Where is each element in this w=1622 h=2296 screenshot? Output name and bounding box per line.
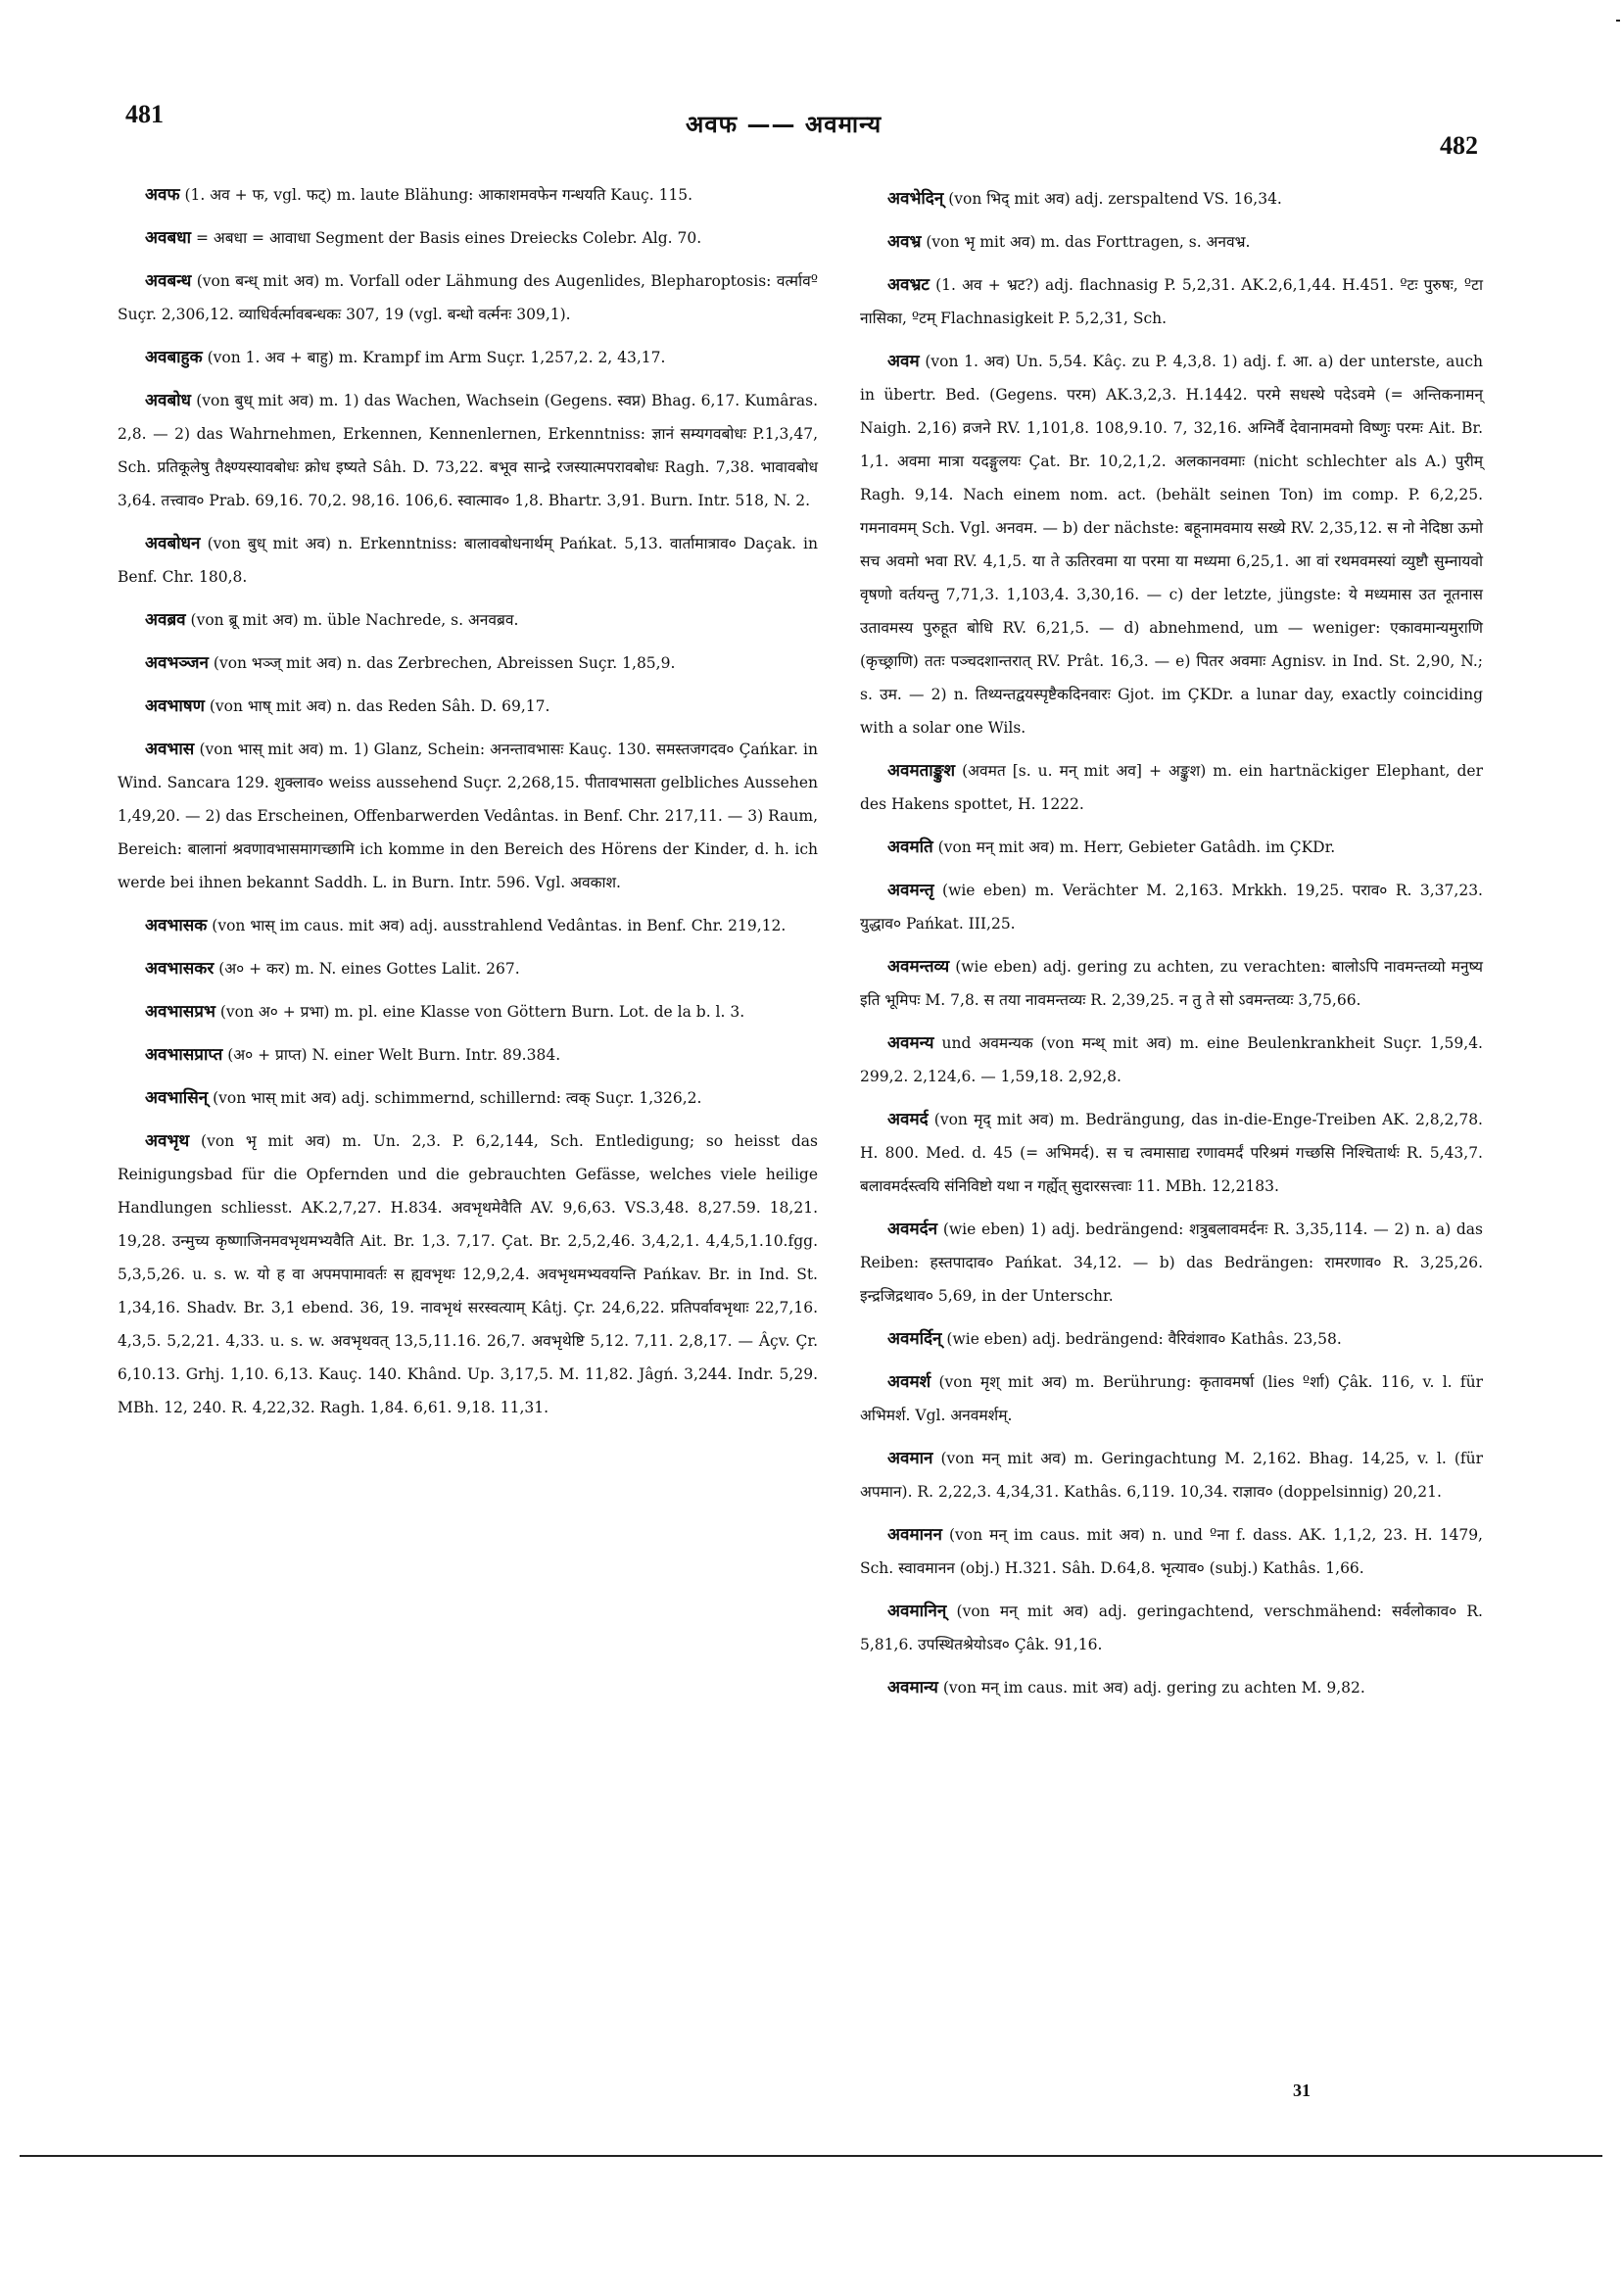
entry-text: (von 1. अव + बाहु) m. Krampf im Arm Suçr. 1,257,2. 2, 43,17. (207, 349, 666, 366)
dictionary-entry (118, 1038, 818, 1072)
dictionary-entry (118, 1081, 818, 1115)
dictionary-entry (860, 1442, 1483, 1508)
left-column (118, 178, 818, 1434)
entry-headword: अवमान (887, 1449, 933, 1468)
dictionary-entry (860, 831, 1483, 864)
dictionary-entry (860, 1027, 1483, 1093)
entry-text: (von मन् mit अव) m. Geringachtung M. 2,162. Bhag. 14,25, v. l. (für अपमान). R. 2,22,3. 4,34,31. Kathâs. 6,119. 10,34. राज्ञाव० (doppelsinnig) 20,21. (860, 1450, 1483, 1501)
dictionary-entry (118, 341, 818, 374)
entry-headword: अवमर्श (887, 1372, 931, 1392)
entry-headword: अवभञ्जन (145, 653, 209, 673)
entry-text: (von भास् mit अव) adj. schimmernd, schillernd: त्वक् Suçr. 1,326,2. (213, 1089, 702, 1107)
margin-tick (1616, 20, 1620, 22)
bottom-rule (20, 2155, 1602, 2157)
entry-text: (von भृ mit अव) m. das Forttragen, s. अनवभ्र. (926, 233, 1251, 251)
dictionary-entry (118, 178, 818, 212)
dictionary-entry (860, 1103, 1483, 1203)
entry-text: (von भिद् mit अव) adj. zerspaltend VS. 16,34. (948, 190, 1282, 208)
dictionary-entry (118, 384, 818, 517)
entry-text: (1. अव + फ, vgl. फट्) m. laute Blähung: आकाशमवफेन गन्धयति Kauç. 115. (184, 186, 693, 204)
dictionary-entry (118, 221, 818, 255)
entry-headword: अवमर्दिन् (887, 1329, 942, 1349)
entry-headword: अवफ (145, 185, 180, 205)
entry-headword: अवमर्दन (887, 1220, 938, 1239)
dictionary-entry (860, 225, 1483, 259)
dictionary-entry (860, 1213, 1483, 1313)
entry-text: (von भास् mit अव) m. 1) Glanz, Schein: अनन्तावभासः Kauç. 130. समस्तजगदव० Çańkar. in Wind. Sancara 129. शुक्लाव० weiss aussehend Suçr. 2,268,15. पीतावभासता gelbliches Aussehen 1,49,20. — 2) das Erscheinen, Offenbarwerden Vedântas. in Benf. Chr. 217,11. — 3) Raum, Bereich: बालानां श्रवणावभासमागच्छामि ich komme in den Bereich des Hörens der Kinder, d. h. ich werde bei ihnen bekannt Saddh. L. in Burn. Intr. 596. Vgl. अवकाश. (118, 741, 818, 891)
entry-headword: अवमन्तृ (887, 881, 934, 900)
entry-headword: अवभासिन् (145, 1088, 209, 1108)
dictionary-entry (118, 690, 818, 723)
entry-headword: अवमताङ्कुश (887, 761, 956, 781)
entry-text: (अ० + कर) m. N. eines Gottes Lalit. 267. (218, 960, 520, 978)
entry-headword: अवमानन (887, 1525, 942, 1545)
dictionary-entry (118, 909, 818, 942)
page-number-left: 481 (125, 100, 164, 128)
entry-headword: अवभास (145, 740, 195, 759)
signature-mark: 31 (1293, 2081, 1311, 2100)
entry-text: (von ब्रू mit अव) m. üble Nachrede, s. अनवब्रव. (190, 611, 519, 629)
entry-text: (von मन् im caus. mit अव) adj. gering zu achten M. 9,82. (942, 1679, 1365, 1697)
dictionary-entry (118, 264, 818, 331)
entry-headword: अवबोधन (145, 534, 201, 553)
entry-text: (wie eben) m. Verächter M. 2,163. Mrkkh. 19,25. पराव० R. 3,37,23. युद्धाव० Pańkat. III,25. (860, 882, 1483, 933)
dictionary-entry (118, 1124, 818, 1424)
entry-headword: अवमन्य (887, 1033, 934, 1053)
entry-text: (von बुध् mit अव) m. 1) das Wachen, Wachsein (Gegens. स्वप्न) Bhag. 6,17. Kumâras. 2,8. — 2) das Wahrnehmen, Erkennen, Kennenlernen, Erkenntniss: ज्ञानं सम्यगवबोधः P.1,3,47, Sch. प्रतिकूलेषु तैक्ष्ण्यस्यावबोधः क्रोध इष्यते Sâh. D. 73,22. बभूव सान्द्रे रजस्यात्मपरावबोधः Ragh. 7,38. भावावबोध 3,64. तत्त्वाव० Prab. 69,16. 70,2. 98,16. 106,6. स्वात्माव० 1,8. Bhartr. 3,91. Burn. Intr. 518, N. 2. (118, 392, 819, 509)
entry-text: (von बन्ध् mit अव) m. Vorfall oder Lähmung des Augenlides, Blepharoptosis: वर्त्मावº Suçr. 2,306,12. व्याधिर्वर्त्मावबन्धकः 307, 19 (vgl. बन्धो वर्त्मनः 309,1). (118, 272, 818, 323)
entry-headword: अवभाषण (145, 696, 205, 716)
entry-headword: अवभासक (145, 916, 208, 935)
entry-text: (von भास् im caus. mit अव) adj. ausstrahlend Vedântas. in Benf. Chr. 219,12. (212, 917, 787, 934)
dictionary-entry (860, 950, 1483, 1017)
entry-text: (von मृद् mit अव) m. Bedrängung, das in-die-Enge-Treiben AK. 2,8,2,78. H. 800. Med. d. 45 (= अभिमर्द). स च त्वमासाद्य रणावमर्दं परिश्रमं गच्छसि निश्चितार्थः R. 5,43,7. बलावमर्दस्त्वयि संनिविष्टो यथा न गर्ह्येत् सुदारसत्त्वाः 11. MBh. 12,2183. (860, 1111, 1483, 1195)
entry-headword: अवभासकर (145, 959, 215, 979)
entry-text: (von भाष् mit अव) n. das Reden Sâh. D. 69,17. (209, 697, 550, 715)
dictionary-entry (118, 733, 818, 899)
entry-headword: अवमानिन् (887, 1602, 947, 1621)
entry-text: (अ० + प्राप्त) N. einer Welt Burn. Intr. 89.384. (227, 1046, 561, 1064)
entry-headword: अवम (887, 352, 920, 371)
dictionary-entry (860, 345, 1483, 744)
dictionary-entry (860, 754, 1483, 821)
entry-headword: अवबाहुक (145, 348, 203, 367)
entry-headword: अवबन्ध (145, 271, 192, 291)
entry-headword: अवभृथ (145, 1131, 190, 1151)
entry-text: (von भृ mit अव) m. Un. 2,3. P. 6,2,144, Sch. Entledigung; so heisst das Reinigungsbad für die Opfernden und die gebrauchten Gefässe, welches viele heilige Handlungen schliesst. AK.2,7,27. H.834. अवभृथमेवैति AV. 9,6,63. VS.3,48. 8,27.59. 18,21. 19,28. उन्मुच्य कृष्णाजिनमवभृथमभ्यवैति Ait. Br. 1,3. 7,17. Çat. Br. 2,5,2,46. 3,4,2,1. 4,4,5,1.10.fgg. 5,3,5,26. u. s. w. यो ह वा अपमपामावर्तः स ह्यवभृथः 12,9,2,4. अवभृथमभ्यवयन्ति Pańkav. Br. in Ind. St. 1,34,16. Shadv. Br. 3,1 ebend. 36, 19. नावभृथं सरस्वत्याम् Kâtj. Çr. 24,6,22. प्रतिपर्वावभृथाः 22,7,16. 4,3,5. 5,2,21. 4,33. u. s. w. अवभृथवत् 13,5,11.16. 26,7. अवभृथेष्टि 5,12. 7,11. 2,8,17. — Âçv. Çr. 6,10.13. Grhj. 1,10. 6,13. Kauç. 140. Khând. Up. 3,17,5. M. 11,82. Jâgń. 3,244. Indr. 5,29. MBh. 12, 240. R. 4,22,32. Ragh. 1,84. 6,61. 9,18. 11,31. (118, 1132, 818, 1416)
dictionary-entry (860, 1595, 1483, 1661)
dictionary-entry (860, 1671, 1483, 1704)
entry-headword: अवमान्य (887, 1678, 938, 1698)
entry-headword: अवमन्तव्य (887, 957, 950, 977)
page-number-right: 482 (1440, 131, 1478, 160)
entry-headword: अवभ्रट (887, 275, 930, 295)
entry-text: (von मृश् mit अव) m. Berührung: कृतावमर्षा (lies ºर्शा) Çâk. 116, v. l. für अभिमर्श. Vgl. अनवमर्शम्. (860, 1373, 1483, 1424)
entry-text: = अबधा = आवाधा Segment der Basis eines Dreiecks Colebr. Alg. 70. (195, 229, 702, 247)
entry-headword: अवभेदिन् (887, 189, 944, 209)
entry-text: (von भञ्ज् mit अव) n. das Zerbrechen, Abreissen Suçr. 1,85,9. (213, 654, 676, 672)
dictionary-entry (860, 874, 1483, 940)
entry-text: (von मन् mit अव) adj. geringachtend, verschmähend: सर्वलोकाव० R. 5,81,6. उपस्थितश्रेयोऽव० Çâk. 91,16. (860, 1602, 1483, 1653)
entry-text: (wie eben) adj. bedrängend: वैरिवंशाव० Kathâs. 23,58. (946, 1330, 1342, 1348)
dictionary-entry (118, 646, 818, 680)
dictionary-entry (118, 603, 818, 637)
running-header: अवफ —— अवमान्य (686, 110, 883, 138)
entry-text: und अवमन्यक (von मन्थ् mit अव) m. eine Beulenkrankheit Suçr. 1,59,4. 299,2. 2,124,6. — 1,59,18. 2,92,8. (860, 1034, 1483, 1085)
entry-headword: अवब्रव (145, 610, 186, 630)
entry-headword: अवभासप्राप्त (145, 1045, 223, 1065)
dictionary-entry (118, 527, 818, 594)
entry-text: (अवमत [s. u. मन् mit अव] + अङ्कुश) m. ein hartnäckiger Elephant, der des Hakens spottet, H. 1222. (860, 762, 1484, 813)
dictionary-entry (860, 1365, 1483, 1432)
entry-headword: अवमति (887, 837, 933, 857)
entry-text: (1. अव + भ्रट?) adj. flachnasig P. 5,2,31. AK.2,6,1,44. H.451. ºटः पुरुषः, ºटा नासिका, ºटम् Flachnasigkeit P. 5,2,31, Sch. (860, 276, 1483, 327)
entry-text: (wie eben) adj. gering zu achten, zu verachten: बालोऽपि नावमन्तव्यो मनुष्य इति भूमिपः M. 7,8. स तया नावमन्तव्यः R. 2,39,25. न तु ते सो ऽवमन्तव्यः 3,75,66. (860, 958, 1483, 1009)
entry-headword: अवभासप्रभ (145, 1002, 215, 1022)
entry-text: (von अ० + प्रभा) m. pl. eine Klasse von Göttern Burn. Lot. de la b. l. 3. (219, 1003, 745, 1021)
entry-text: (von मन् im caus. mit अव) n. und ºना f. dass. AK. 1,1,2, 23. H. 1479, Sch. स्वावमानन (obj.) H.321. Sâh. D.64,8. भृत्याव० (subj.) Kathâs. 1,66. (860, 1526, 1483, 1577)
entry-text: (von मन् mit अव) m. Herr, Gebieter Gatâdh. im ÇKDr. (937, 838, 1336, 856)
entry-headword: अवबोध (145, 391, 192, 410)
entry-headword: अवबधा (145, 228, 192, 248)
entry-headword: अवमर्द (887, 1110, 929, 1129)
dictionary-entry (860, 1518, 1483, 1585)
dictionary-entry (118, 952, 818, 985)
dictionary-entry (860, 182, 1483, 215)
dictionary-entry (860, 1322, 1483, 1356)
dictionary-entry (860, 268, 1483, 335)
entry-text: (von बुध् mit अव) n. Erkenntniss: बालावबोधनार्थम् Pańkat. 5,13. वार्तामात्राव० Daçak. in Benf. Chr. 180,8. (118, 535, 818, 586)
right-column (860, 182, 1483, 1714)
dictionary-entry (118, 995, 818, 1028)
entry-text: (von 1. अव) Un. 5,54. Kâç. zu P. 4,3,8. 1) adj. f. आ. a) der unterste, auch in übertr. Bed. (Gegens. परम) AK.3,2,3. H.1442. परमे सधस्थे पदेऽवमे (= अन्तिकनामन् Naigh. 2,16) व्रजने RV. 1,101,8. 108,9.10. 7, 32,16. अग्निर्वै देवानामवमो विष्णुः परमः Ait. Br. 1,1. अवमा मात्रा यदङ्गुलयः Çat. Br. 10,2,1,2. अलकानवमाः (nicht schlechter als A.) पुरीम् Ragh. 9,14. Nach einem nom. act. (behält seinen Ton) im comp. P. 6,2,25. गमनावमम् Sch. Vgl. अनवम. — b) der nächste: बहूनामवमाय सख्ये RV. 2,35,12. स नो नेदिष्ठा ऊमो सच अवमो भवा RV. 4,1,5. या ते ऊतिरवमा या परमा या मध्यमा 6,25,1. आ वां रथमवमस्यां व्युष्टौ सुम्नायवो वृषणो वर्तयन्तु 7,71,3. 1,103,4. 3,30,16. — c) der letzte, jüngste: ये मध्यमास उत नूतनास उतावमस्य पुरुहूत बोधि RV. 6,21,5. — d) abnehmend, um — weniger: एकावमान्यमुराणि (कृच्छ्राणि) ततः पञ्चदशान्तरात् RV. Prât. 16,3. — e) पितर अवमाः Agnisv. in Ind. St. 2,90, N.; s. उम. — 2) n. तिथ्यन्तद्वयस्पृष्टैकदिनवारः Gjot. im ÇKDr. a lunar day, exactly coinciding with a solar one Wils. (860, 353, 1484, 737)
entry-headword: अवभ्र (887, 232, 922, 252)
entry-text: (wie eben) 1) adj. bedrängend: शत्रुबलावमर्दनः R. 3,35,114. — 2) n. a) das Reiben: हस्तपादाव० Pańkat. 34,12. — b) das Bedrängen: रामरणाव० R. 3,25,26. इन्द्रजिद्रथाव० 5,69, in der Unterschr. (860, 1220, 1483, 1305)
